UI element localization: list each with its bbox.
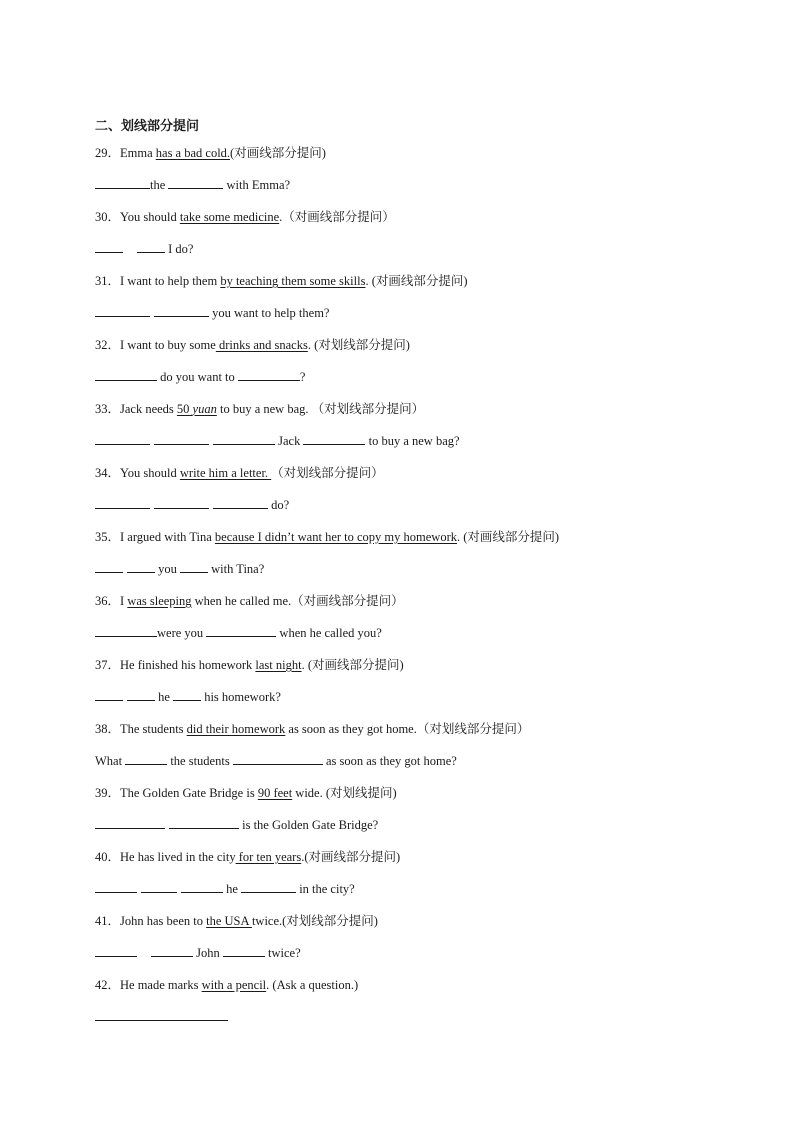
question-text: 42．He made marks	[95, 978, 202, 992]
underlined-part: by teaching them some skills	[220, 274, 366, 288]
answer-31	[95, 303, 715, 335]
answer-text: as soon as they got home?	[322, 754, 457, 768]
question-instruction: (对画线部分提问)	[230, 146, 326, 160]
worksheet-page	[95, 117, 715, 1039]
question-42	[95, 975, 715, 1007]
question-text: 36．I	[95, 594, 128, 608]
answer-blank[interactable]	[223, 943, 265, 957]
answer-text: do?	[268, 498, 290, 512]
answer-blank[interactable]	[154, 431, 209, 445]
answer-blank[interactable]	[238, 367, 300, 381]
answer-blank[interactable]	[95, 687, 123, 701]
underlined-part: was sleeping	[127, 594, 192, 608]
answer-text: the students	[167, 754, 233, 768]
underlined-part: 50	[176, 402, 193, 416]
answer-blank[interactable]	[137, 239, 165, 253]
answer-text: with Emma?	[223, 178, 291, 192]
question-33	[95, 399, 715, 431]
question-text: 35．I argued with Tina	[95, 530, 215, 544]
answer-40	[95, 879, 715, 911]
question-instruction: wide. (对划线提问)	[292, 786, 397, 800]
question-39	[95, 783, 715, 815]
answer-text: his homework?	[201, 690, 281, 704]
answer-text: I do?	[165, 242, 194, 256]
question-instruction: .（对画线部分提问）	[279, 210, 395, 224]
answer-42	[95, 1007, 715, 1039]
underlined-part: has a bad cold.	[155, 146, 231, 160]
answer-text: he	[223, 882, 242, 896]
answer-30	[95, 239, 715, 271]
answer-32	[95, 367, 715, 399]
answer-blank[interactable]	[154, 495, 209, 509]
answer-blank[interactable]	[125, 751, 167, 765]
answer-blank[interactable]	[95, 367, 157, 381]
question-instruction: twice.(对划线部分提问)	[251, 914, 378, 928]
question-31	[95, 271, 715, 303]
answer-text: he	[155, 690, 174, 704]
question-instruction: as soon as they got home.（对划线部分提问）	[285, 722, 530, 736]
answer-blank[interactable]	[213, 431, 275, 445]
answer-text: the	[150, 178, 169, 192]
answer-blank[interactable]	[168, 175, 223, 189]
underlined-part: take some medicine	[179, 210, 280, 224]
question-30	[95, 207, 715, 239]
answer-39	[95, 815, 715, 847]
question-34	[95, 463, 715, 495]
question-35	[95, 527, 715, 559]
answer-text: you want to help them?	[209, 306, 330, 320]
question-text: 30．You should	[95, 210, 180, 224]
question-instruction: （对划线部分提问）	[271, 466, 384, 480]
question-36	[95, 591, 715, 623]
answer-blank[interactable]	[127, 687, 155, 701]
section-title: 二、划线部分提问	[95, 119, 200, 134]
question-instruction: .(对画线部分提问)	[301, 850, 401, 864]
question-text: 39．The Golden Gate Bridge is	[95, 786, 258, 800]
underlined-part: because I didn’t want her to copy my homework	[214, 530, 457, 544]
question-instruction: . (对画线部分提问)	[457, 530, 560, 544]
answer-blank[interactable]	[241, 879, 296, 893]
answer-blank[interactable]	[213, 495, 268, 509]
question-instruction: . (对画线部分提问)	[301, 658, 404, 672]
answer-blank[interactable]	[127, 559, 155, 573]
question-text: 31．I want to help them	[95, 274, 221, 288]
answer-blank[interactable]	[303, 431, 365, 445]
answer-text: What	[95, 754, 126, 768]
answer-text: you	[155, 562, 180, 576]
answer-blank[interactable]	[95, 815, 165, 829]
answer-33	[95, 431, 715, 463]
question-41	[95, 911, 715, 943]
answer-blank[interactable]	[95, 623, 157, 637]
answer-29	[95, 175, 715, 207]
answer-blank[interactable]	[95, 495, 150, 509]
answer-text: were you	[157, 626, 207, 640]
question-instruction: . (Ask a question.)	[266, 978, 359, 992]
underlined-part: 90 feet	[257, 786, 293, 800]
underlined-part-italic: yuan	[192, 402, 217, 416]
answer-blank[interactable]	[181, 879, 223, 893]
question-32	[95, 335, 715, 367]
question-text: 32．I want to buy some	[95, 338, 216, 352]
answer-blank[interactable]	[151, 943, 193, 957]
answer-36	[95, 623, 715, 655]
answer-text: John	[193, 946, 223, 960]
question-37	[95, 655, 715, 687]
question-text: 40．He has lived in the city	[95, 850, 236, 864]
question-text: 37．He finished his homework	[95, 658, 256, 672]
underlined-part: with a pencil	[201, 978, 267, 992]
answer-41	[95, 943, 715, 975]
answer-text: ?	[299, 370, 306, 384]
answer-blank[interactable]	[206, 623, 276, 637]
question-instruction: . (对划线部分提问)	[307, 338, 410, 352]
answer-text: to buy a new bag?	[365, 434, 460, 448]
underlined-part: for ten years	[235, 850, 302, 864]
answer-38	[95, 751, 715, 783]
question-29	[95, 143, 715, 175]
answer-blank[interactable]	[95, 431, 150, 445]
answer-blank[interactable]	[169, 815, 239, 829]
answer-text: in the city?	[296, 882, 355, 896]
answer-text: Jack	[275, 434, 304, 448]
question-text: 34．You should	[95, 466, 180, 480]
question-instruction: to buy a new bag. （对划线部分提问）	[216, 402, 425, 416]
question-text: 41．John has been to	[95, 914, 207, 928]
answer-blank[interactable]	[95, 943, 137, 957]
question-text: 29．Emma	[95, 146, 156, 160]
answer-blank[interactable]	[95, 879, 137, 893]
underlined-part: write him a letter.	[179, 466, 272, 480]
answer-text: twice?	[264, 946, 301, 960]
question-instruction: when he called me.（对画线部分提问）	[191, 594, 404, 608]
answer-blank[interactable]	[95, 303, 150, 317]
answer-37	[95, 687, 715, 719]
answer-blank[interactable]	[95, 239, 123, 253]
answer-blank[interactable]	[180, 559, 208, 573]
answer-blank[interactable]	[154, 303, 209, 317]
answer-text: when he called you?	[276, 626, 382, 640]
answer-blank[interactable]	[95, 175, 150, 189]
answer-35	[95, 559, 715, 591]
question-instruction: . (对画线部分提问)	[365, 274, 468, 288]
question-40	[95, 847, 715, 879]
answer-text: do you want to	[157, 370, 238, 384]
underlined-part: last night	[255, 658, 302, 672]
answer-blank[interactable]	[95, 1007, 228, 1021]
answer-blank[interactable]	[173, 687, 201, 701]
question-38	[95, 719, 715, 751]
question-text: 33．Jack needs	[95, 402, 177, 416]
answer-blank[interactable]	[95, 559, 123, 573]
underlined-part: the USA	[206, 914, 252, 928]
underlined-part: did their homework	[186, 722, 286, 736]
answer-text: is the Golden Gate Bridge?	[239, 818, 379, 832]
answer-blank[interactable]	[141, 879, 177, 893]
answer-blank[interactable]	[233, 751, 323, 765]
question-text: 38．The students	[95, 722, 187, 736]
underlined-part: drinks and snacks	[215, 338, 308, 352]
answer-34	[95, 495, 715, 527]
answer-text: with Tina?	[208, 562, 265, 576]
